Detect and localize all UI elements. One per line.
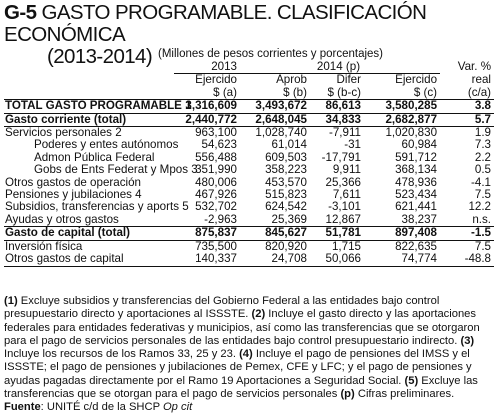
cell-difer: 1,715 xyxy=(331,239,361,253)
cell-ejercido: 74,774 xyxy=(364,253,440,266)
cell-difer: 9,911 xyxy=(332,163,361,177)
cell-2013: 556,488 xyxy=(195,150,237,164)
header-year-2013: 2013 xyxy=(174,61,240,74)
note-1-text: Excluye subsidios y transferencias del Gobierno Federal a las entidades bajo control presupuestario directo y aportaciones al ISSSTE. xyxy=(4,295,440,321)
cell-aprob: 24,708 xyxy=(240,253,310,266)
cell-aprob: 624,542 xyxy=(265,200,307,214)
cell-var: -1.5 xyxy=(440,227,494,240)
row-label: Admon Pública Federal xyxy=(34,150,155,164)
note-2-mark: (2) xyxy=(251,308,266,321)
row-label: Inversión física xyxy=(5,239,83,253)
row-label: Pensiones y jubilaciones 4 xyxy=(5,188,142,202)
row-label: Subsidios, transferencias y aports 5 xyxy=(5,200,189,214)
cell-2013: 963,100 xyxy=(195,126,237,140)
note-p-mark: (p) xyxy=(340,388,355,401)
table-row xyxy=(4,201,494,213)
cell-ejercido: 478,936 xyxy=(395,175,438,189)
note-4-text: Incluye el pago de pensiones del IMSS y el ISSSTE; el pago de pensiones y jubilaciones de Pemex, CFE y LFC; y el pago de pensiones y ayudas pagadas directamente por el Ramo 19 Aportaciones a Seguridad Social. xyxy=(4,348,472,387)
note-3-mark: (3) xyxy=(460,334,475,347)
cell-aprob: 358,223 xyxy=(265,163,307,177)
header-empty xyxy=(4,61,174,74)
note-4-mark: (4) xyxy=(239,348,253,361)
cell-var: 0.5 xyxy=(474,163,492,177)
cell-aprob: 3,493,672 xyxy=(240,100,310,113)
header-year-2014: 2014 (p) xyxy=(240,61,440,74)
cell-ejercido: 621,441 xyxy=(395,200,438,214)
header-unit-a: $ (a) xyxy=(213,85,237,99)
row-label: Gasto corriente (total) xyxy=(4,113,174,126)
cell-ejercido: 523,434 xyxy=(395,188,438,202)
cell-2013: 480,006 xyxy=(195,175,237,189)
header-unit-c: $ (c) xyxy=(413,85,438,99)
source-italic: Op cit xyxy=(162,401,193,414)
source-text: : UNITÉ c/d de la SHCP xyxy=(40,401,163,414)
cell-var: 1.9 xyxy=(474,126,492,140)
cell-ejercido: 822,635 xyxy=(395,239,438,253)
table-row-gasto-corriente xyxy=(4,113,494,126)
row-label: Ayudas y otros gastos xyxy=(4,214,174,227)
cell-difer: -3,101 xyxy=(328,200,361,214)
cell-aprob: 820,920 xyxy=(265,239,307,253)
row-label: Poderes y entes autónomos xyxy=(34,138,179,152)
note-p-text: Cifras preliminares. xyxy=(354,388,455,401)
cell-2013: 351,990 xyxy=(195,163,237,177)
units-subtitle: (Millones de pesos corrientes y porcentajes) xyxy=(158,48,383,60)
title-code: G-5 xyxy=(4,1,37,24)
cell-difer: 86,613 xyxy=(310,100,364,113)
header-ejercido: Ejercido xyxy=(195,73,237,87)
cell-var: n.s. xyxy=(440,214,494,227)
note-5-mark: (5) xyxy=(404,374,419,387)
row-label: Gasto de capital (total) xyxy=(4,227,174,240)
header-var: Var. % xyxy=(457,60,492,73)
cell-var: 2.2 xyxy=(474,150,492,164)
cell-var: -48.8 xyxy=(440,253,494,266)
cell-var: -4.1 xyxy=(471,175,492,189)
cell-2013: -2,963 xyxy=(174,214,240,227)
cell-ejercido: 591,712 xyxy=(395,150,438,164)
header-unit-b: $ (b) xyxy=(283,85,307,99)
cell-difer: 12,867 xyxy=(310,214,364,227)
table-row-gasto-capital xyxy=(4,227,494,240)
cell-ejercido: 60,984 xyxy=(401,138,438,152)
spending-table xyxy=(4,61,494,267)
cell-difer: -7,911 xyxy=(328,126,361,140)
cell-2013: 2,440,772 xyxy=(174,113,240,126)
header-ejercido-2014: Ejercido xyxy=(395,73,438,87)
cell-aprob: 453,570 xyxy=(265,175,307,189)
header-unit-bc: $ (b-c) xyxy=(327,85,361,99)
header-row-units xyxy=(4,87,494,100)
cell-2013: 532,702 xyxy=(195,200,237,214)
cell-aprob: 515,823 xyxy=(265,188,307,202)
header-unit-ca: (c/a) xyxy=(467,85,492,99)
cell-var: 3.8 xyxy=(440,100,494,113)
title-period: (2013-2014) xyxy=(47,45,153,68)
cell-ejercido: 2,682,877 xyxy=(364,113,440,126)
table-row xyxy=(4,164,494,176)
cell-difer: 51,781 xyxy=(310,227,364,240)
row-label: Otros gastos de capital xyxy=(4,253,174,266)
header-difer: Difer xyxy=(336,73,361,87)
cell-aprob: 25,369 xyxy=(240,214,310,227)
cell-difer: 7,611 xyxy=(332,188,361,202)
cell-difer: -17,791 xyxy=(321,150,361,164)
cell-2013: 875,837 xyxy=(174,227,240,240)
cell-var: 7.5 xyxy=(474,188,492,202)
cell-aprob: 2,648,045 xyxy=(240,113,310,126)
cell-difer: 25,366 xyxy=(325,175,361,189)
header-row-years xyxy=(4,61,494,74)
cell-aprob: 1,028,740 xyxy=(255,126,307,140)
note-1-mark: (1) xyxy=(4,295,18,307)
cell-ejercido: 897,408 xyxy=(364,227,440,240)
cell-var: 5.7 xyxy=(440,113,494,126)
cell-var: 7.3 xyxy=(474,138,492,152)
header-aprob: Aprob xyxy=(276,73,307,87)
cell-difer: -31 xyxy=(344,138,361,152)
row-label: Gobs de Ents Federat y Mpos 3 xyxy=(34,163,198,177)
cell-2013: 467,926 xyxy=(195,188,237,202)
table-row-total xyxy=(4,100,494,113)
cell-difer: 34,833 xyxy=(310,113,364,126)
cell-2013: 3,316,609 xyxy=(174,100,240,113)
cell-aprob: 845,627 xyxy=(240,227,310,240)
cell-ejercido: 368,134 xyxy=(395,163,438,177)
row-label: TOTAL GASTO PROGRAMABLE 1 xyxy=(5,99,192,113)
note-3-text: Incluye los recursos de los Ramos 33, 25 y 23. xyxy=(4,348,240,361)
footnotes xyxy=(4,295,496,415)
table-row xyxy=(4,139,494,151)
cell-ejercido: 1,020,830 xyxy=(385,126,438,140)
source-label: Fuente xyxy=(4,401,41,414)
cell-difer: 50,066 xyxy=(310,253,364,266)
cell-2013: 735,500 xyxy=(195,239,237,253)
cell-var: 7.5 xyxy=(474,239,492,253)
table-row xyxy=(4,253,494,266)
cell-ejercido: 3,580,285 xyxy=(364,100,440,113)
row-label: Otros gastos de operación xyxy=(5,175,141,189)
note-2-text: Incluye el gasto directo y las aportaciones federales para entidades federativas y municipios, así como las transferencias que se otorgaron para el pago de servicios personales de las entidades bajo control presupuestario indirecto. xyxy=(4,308,480,347)
title-text: GASTO PROGRAMABLE. CLASIFICACIÓN ECONÓMICA xyxy=(4,1,427,46)
note-5-text: Excluye las transferencias que se otorgan para el pago de servicios personales xyxy=(4,374,478,401)
cell-2013: 54,623 xyxy=(201,138,237,152)
cell-aprob: 609,503 xyxy=(265,150,307,164)
header-real: real xyxy=(471,72,492,86)
cell-aprob: 61,014 xyxy=(271,138,307,152)
header-row-columns xyxy=(4,74,494,87)
cell-2013: 140,337 xyxy=(174,253,240,266)
cell-ejercido: 38,237 xyxy=(364,214,440,227)
cell-var: 12.2 xyxy=(468,200,492,214)
table-row xyxy=(4,214,494,227)
row-label: Servicios personales 2 xyxy=(5,126,122,140)
